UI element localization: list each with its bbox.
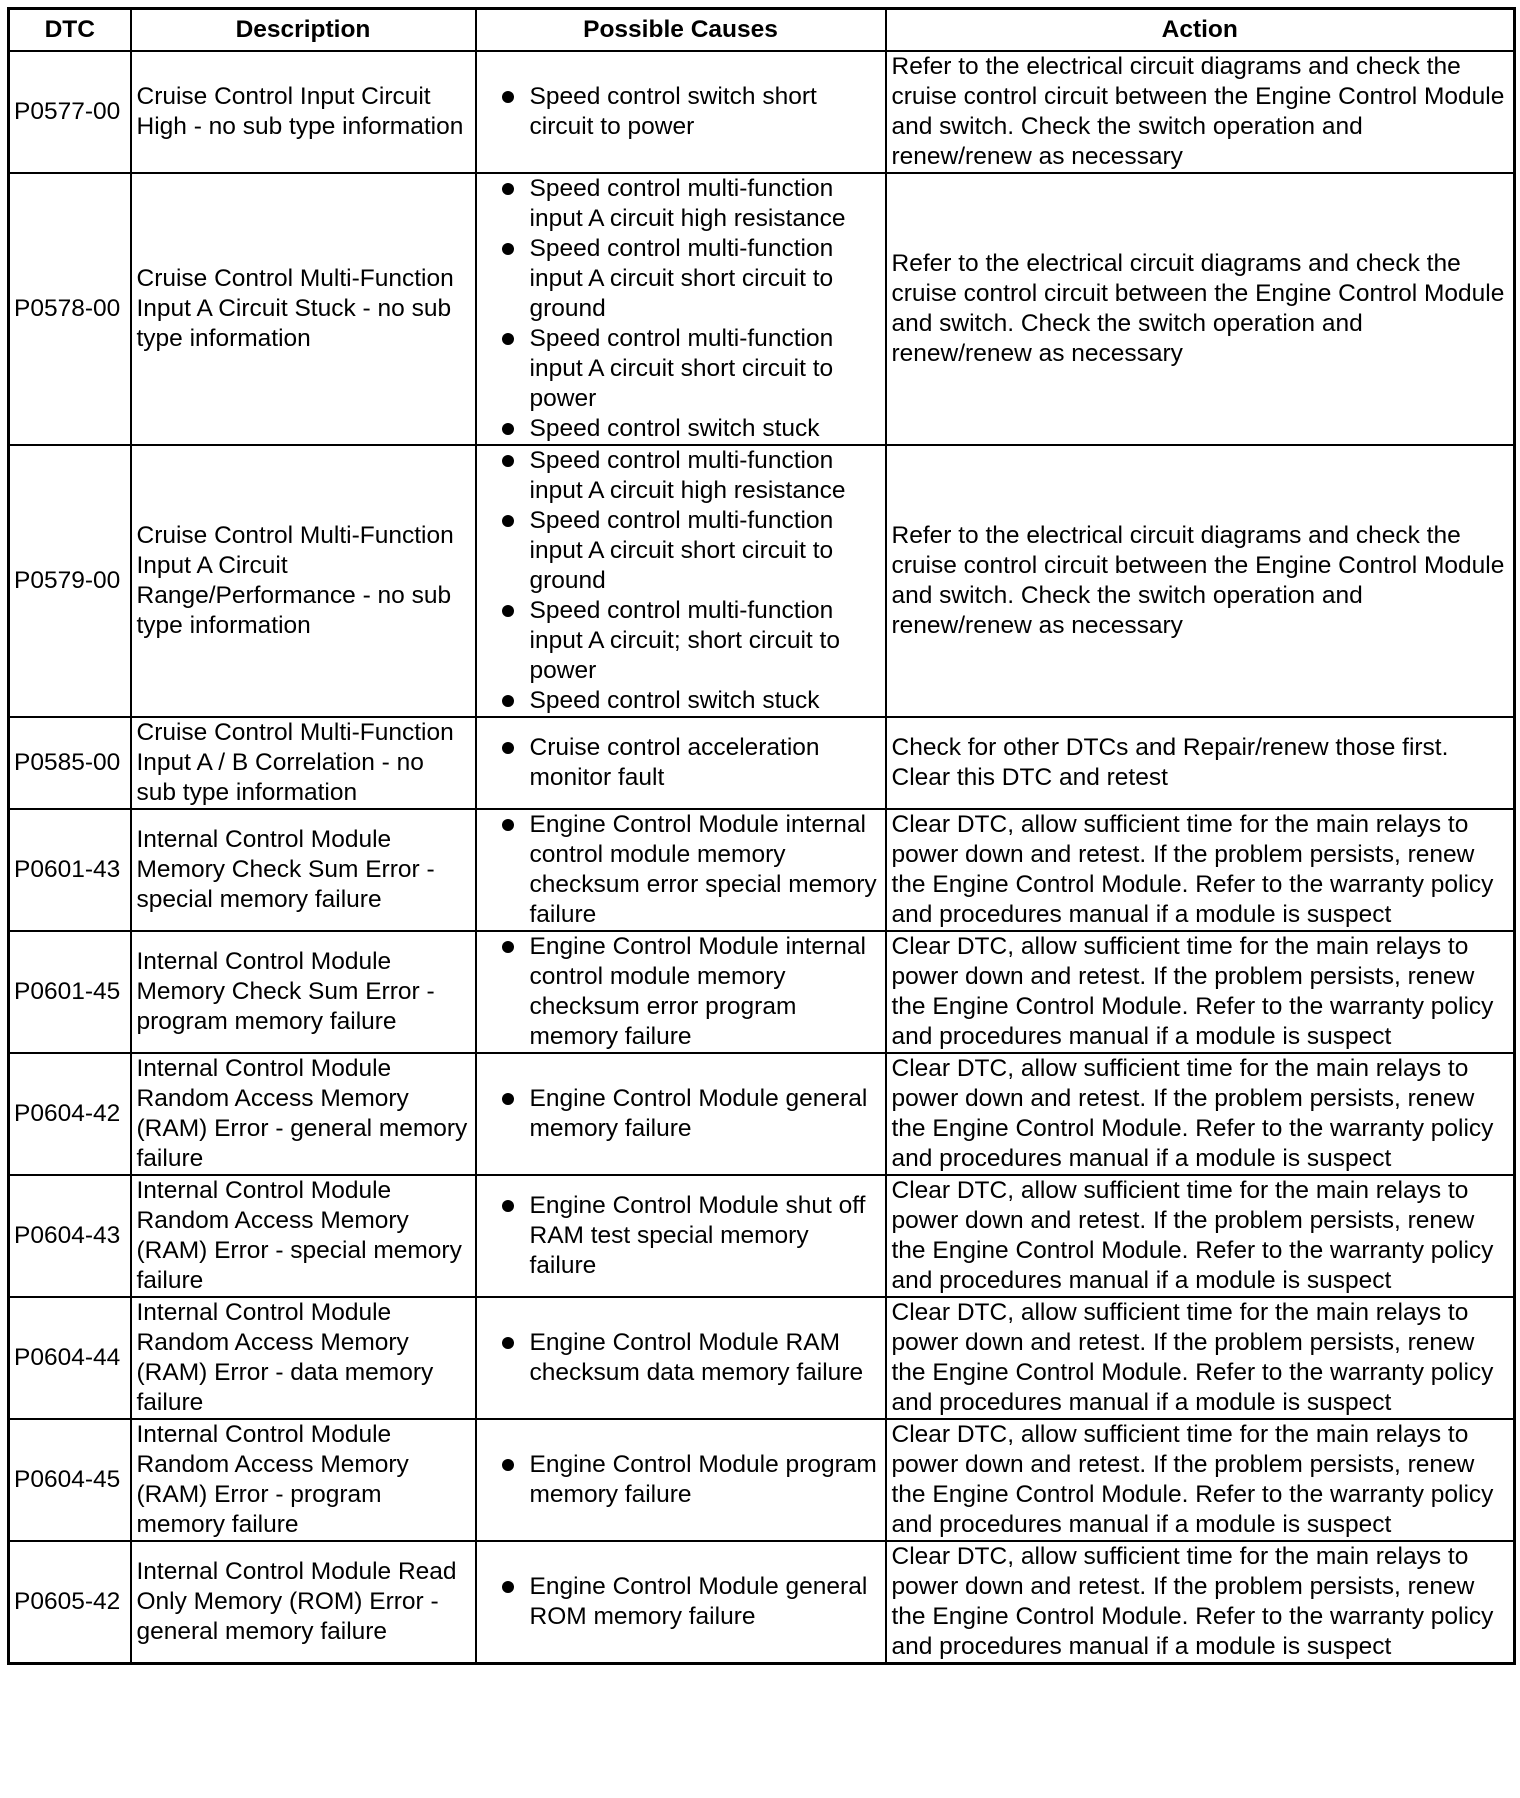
dtc-description: Internal Control Module Read Only Memory (ROM) Error - general memory failure (131, 1541, 476, 1664)
cause-text: Engine Control Module shut off RAM test special memory failure (529, 1192, 866, 1279)
list-item (482, 506, 880, 596)
dtc-code: P0601-45 (9, 931, 131, 1053)
possible-causes-cell (476, 173, 886, 445)
dtc-description: Internal Control Module Memory Check Sum Error - program memory failure (131, 931, 476, 1053)
header-possible-causes: Possible Causes (476, 9, 886, 52)
bullet-icon (502, 1581, 514, 1593)
list-item (482, 810, 880, 930)
header-description: Description (131, 9, 476, 52)
table-row (9, 445, 1515, 717)
dtc-description: Internal Control Module Random Access Memory (RAM) Error - special memory failure (131, 1175, 476, 1297)
table-row (9, 809, 1515, 931)
table-body (9, 51, 1515, 1664)
causes-list (482, 810, 880, 930)
table-row (9, 1541, 1515, 1664)
table-header (9, 9, 1515, 52)
dtc-description: Internal Control Module Random Access Memory (RAM) Error - data memory failure (131, 1297, 476, 1419)
cause-text: Speed control multi-function input A circuit; short circuit to power (529, 597, 840, 684)
list-item (482, 733, 880, 793)
table-row (9, 1175, 1515, 1297)
table-row (9, 1297, 1515, 1419)
possible-causes-cell (476, 1419, 886, 1541)
dtc-code: P0578-00 (9, 173, 131, 445)
bullet-icon (502, 605, 514, 617)
cause-text: Cruise control acceleration monitor fault (529, 734, 820, 791)
table-row (9, 931, 1515, 1053)
dtc-action: Refer to the electrical circuit diagrams and check the cruise control circuit between the Engine Control Module and switch. Check the switch operation and renew/renew as necessary (886, 445, 1515, 717)
list-item (482, 596, 880, 686)
cause-text: Speed control multi-function input A circuit short circuit to power (529, 325, 834, 412)
dtc-code: P0604-43 (9, 1175, 131, 1297)
dtc-code: P0604-45 (9, 1419, 131, 1541)
possible-causes-cell (476, 809, 886, 931)
bullet-icon (502, 742, 514, 754)
dtc-code: P0604-42 (9, 1053, 131, 1175)
list-item (482, 1450, 880, 1510)
list-item (482, 1328, 880, 1388)
table-row (9, 51, 1515, 173)
bullet-icon (502, 941, 514, 953)
dtc-table (7, 7, 1516, 1665)
cause-text: Speed control multi-function input A circuit high resistance (529, 447, 846, 504)
dtc-description: Cruise Control Multi-Function Input A / B Correlation - no sub type information (131, 717, 476, 809)
list-item (482, 1084, 880, 1144)
cause-text: Speed control multi-function input A circuit high resistance (529, 175, 846, 232)
causes-list (482, 1084, 880, 1144)
list-item (482, 1572, 880, 1632)
dtc-description: Cruise Control Multi-Function Input A Circuit Stuck - no sub type information (131, 173, 476, 445)
bullet-icon (502, 455, 514, 467)
dtc-description: Internal Control Module Memory Check Sum Error - special memory failure (131, 809, 476, 931)
list-item (482, 686, 880, 716)
dtc-code: P0585-00 (9, 717, 131, 809)
cause-text: Speed control switch stuck (529, 415, 820, 442)
list-item (482, 234, 880, 324)
possible-causes-cell (476, 51, 886, 173)
possible-causes-cell (476, 1053, 886, 1175)
bullet-icon (502, 1200, 514, 1212)
bullet-icon (502, 695, 514, 707)
header-row (9, 9, 1515, 52)
bullet-icon (502, 243, 514, 255)
causes-list (482, 1450, 880, 1510)
list-item (482, 174, 880, 234)
dtc-code: P0605-42 (9, 1541, 131, 1664)
table-row (9, 1419, 1515, 1541)
dtc-code: P0604-44 (9, 1297, 131, 1419)
cause-text: Engine Control Module program memory failure (529, 1451, 877, 1508)
dtc-description: Internal Control Module Random Access Memory (RAM) Error - general memory failure (131, 1053, 476, 1175)
causes-list (482, 82, 880, 142)
bullet-icon (502, 423, 514, 435)
cause-text: Speed control switch stuck (529, 687, 820, 714)
header-dtc: DTC (9, 9, 131, 52)
possible-causes-cell (476, 1175, 886, 1297)
causes-list (482, 1191, 880, 1281)
table-row (9, 1053, 1515, 1175)
bullet-icon (502, 1093, 514, 1105)
dtc-code: P0577-00 (9, 51, 131, 173)
causes-list (482, 932, 880, 1052)
dtc-description: Cruise Control Multi-Function Input A Circuit Range/Performance - no sub type information (131, 445, 476, 717)
cause-text: Speed control multi-function input A circuit short circuit to ground (529, 235, 834, 322)
table-row (9, 717, 1515, 809)
bullet-icon (502, 333, 514, 345)
causes-list (482, 1328, 880, 1388)
bullet-icon (502, 515, 514, 527)
dtc-action: Clear DTC, allow sufficient time for the main relays to power down and retest. If the problem persists, renew the Engine Control Module. Refer to the warranty policy and procedures manual if a module is suspect (886, 809, 1515, 931)
bullet-icon (502, 183, 514, 195)
cause-text: Speed control switch short circuit to power (529, 83, 817, 140)
possible-causes-cell (476, 931, 886, 1053)
possible-causes-cell (476, 1297, 886, 1419)
cause-text: Engine Control Module general ROM memory failure (529, 1573, 868, 1630)
dtc-action: Clear DTC, allow sufficient time for the main relays to power down and retest. If the problem persists, renew the Engine Control Module. Refer to the warranty policy and procedures manual if a module is suspect (886, 1175, 1515, 1297)
causes-list (482, 733, 880, 793)
possible-causes-cell (476, 717, 886, 809)
dtc-action: Refer to the electrical circuit diagrams and check the cruise control circuit between the Engine Control Module and switch. Check the switch operation and renew/renew as necessary (886, 173, 1515, 445)
bullet-icon (502, 91, 514, 103)
dtc-action: Clear DTC, allow sufficient time for the main relays to power down and retest. If the problem persists, renew the Engine Control Module. Refer to the warranty policy and procedures manual if a module is suspect (886, 1297, 1515, 1419)
list-item (482, 1191, 880, 1281)
dtc-action: Refer to the electrical circuit diagrams and check the cruise control circuit between the Engine Control Module and switch. Check the switch operation and renew/renew as necessary (886, 51, 1515, 173)
header-action: Action (886, 9, 1515, 52)
list-item (482, 414, 880, 444)
dtc-description: Cruise Control Input Circuit High - no sub type information (131, 51, 476, 173)
bullet-icon (502, 1337, 514, 1349)
causes-list (482, 1572, 880, 1632)
list-item (482, 932, 880, 1052)
dtc-code: P0601-43 (9, 809, 131, 931)
dtc-action: Clear DTC, allow sufficient time for the main relays to power down and retest. If the problem persists, renew the Engine Control Module. Refer to the warranty policy and procedures manual if a module is suspect (886, 1053, 1515, 1175)
cause-text: Speed control multi-function input A circuit short circuit to ground (529, 507, 834, 594)
list-item (482, 82, 880, 142)
causes-list (482, 446, 880, 716)
bullet-icon (502, 1459, 514, 1471)
possible-causes-cell (476, 1541, 886, 1664)
cause-text: Engine Control Module internal control module memory checksum error program memory failure (529, 933, 866, 1050)
dtc-action: Check for other DTCs and Repair/renew those first. Clear this DTC and retest (886, 717, 1515, 809)
cause-text: Engine Control Module internal control module memory checksum error special memory failure (529, 811, 877, 928)
bullet-icon (502, 819, 514, 831)
table-row (9, 173, 1515, 445)
dtc-code: P0579-00 (9, 445, 131, 717)
dtc-action: Clear DTC, allow sufficient time for the main relays to power down and retest. If the problem persists, renew the Engine Control Module. Refer to the warranty policy and procedures manual if a module is suspect (886, 1419, 1515, 1541)
possible-causes-cell (476, 445, 886, 717)
list-item (482, 324, 880, 414)
cause-text: Engine Control Module general memory failure (529, 1085, 868, 1142)
dtc-description: Internal Control Module Random Access Memory (RAM) Error - program memory failure (131, 1419, 476, 1541)
list-item (482, 446, 880, 506)
dtc-action: Clear DTC, allow sufficient time for the main relays to power down and retest. If the problem persists, renew the Engine Control Module. Refer to the warranty policy and procedures manual if a module is suspect (886, 931, 1515, 1053)
cause-text: Engine Control Module RAM checksum data memory failure (529, 1329, 864, 1386)
causes-list (482, 174, 880, 444)
dtc-action: Clear DTC, allow sufficient time for the main relays to power down and retest. If the problem persists, renew the Engine Control Module. Refer to the warranty policy and procedures manual if a module is suspect (886, 1541, 1515, 1664)
